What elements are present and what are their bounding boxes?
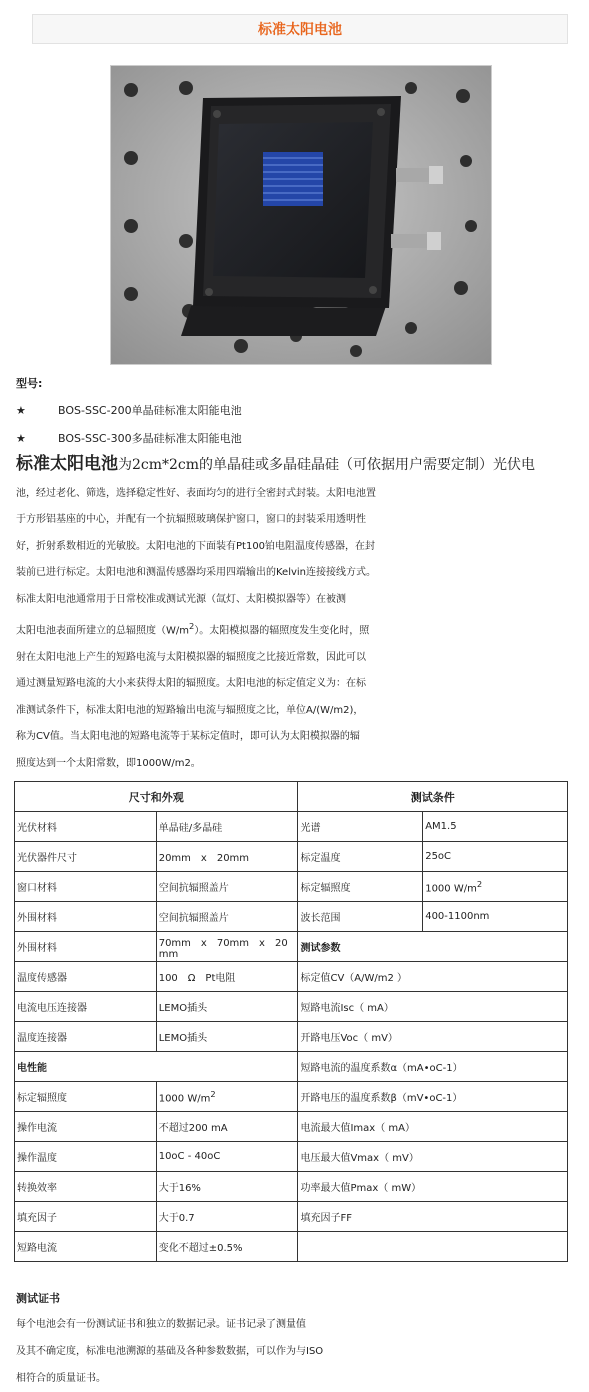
table-row xyxy=(15,782,568,812)
table-row: 短路电流 变化不超过±0.5% xyxy=(15,1232,568,1262)
table-row: 标定辐照度 1000 $W/m^2$ 开路电压的温度系数β（mV•oC-1） xyxy=(15,1082,568,1112)
title-bar xyxy=(32,14,568,44)
table-row: 电性能 短路电流的温度系数α（mA•oC-1） xyxy=(15,1052,568,1082)
table-row: 电流电压连接器 LEMO插头 短路电流Isc（ mA） xyxy=(15,992,568,1022)
table-row: 转换效率 大于16% 功率最大值Pmax（ mW） xyxy=(15,1172,568,1202)
model-item: ★ BOS-SSC-300多晶硅标准太阳能电池 xyxy=(16,432,242,445)
star-icon: ★ xyxy=(16,432,26,445)
table-row: 温度传感器 100 Ω Pt电阻 标定值CV（A/W/m2 ） xyxy=(15,962,568,992)
table-row: 光伏材料 单晶硅/多晶硅 光谱 AM1.5 xyxy=(15,812,568,842)
cert-paragraph: 每个电池会有一份测试证书和独立的数据记录。证书记录了测量值 及其不确定度，标准电池溯源的基础及各种参数数据，可以作为与ISO 相符合的质量证书。 xyxy=(16,1319,324,1384)
table-header-right: 测试条件 xyxy=(298,782,568,812)
product-photo xyxy=(110,65,492,365)
table-row: 外围材料 70mm x 70mm x 20 mm 测试参数 xyxy=(15,932,568,962)
star-icon: ★ xyxy=(16,404,26,417)
table-row: 外围材料 空间抗辐照盖片 波长范围 400-1100nm xyxy=(15,902,568,932)
table-row: 窗口材料 空间抗辐照盖片 标定辐照度 1000 $W/m^2$ xyxy=(15,872,568,902)
table-row: 光伏器件尺寸 20mm x 20mm 标定温度 25oC xyxy=(15,842,568,872)
table-row: 操作电流 不超过200 mA 电流最大值Imax（ mA） xyxy=(15,1112,568,1142)
table-row: 填充因子 大于0.7 填充因子FF xyxy=(15,1202,568,1232)
page-title: 标准太阳电池 xyxy=(258,22,342,38)
test-params-heading: 测试参数 xyxy=(298,932,568,962)
spec-table xyxy=(14,781,568,1262)
table-row: 操作温度 10oC - 40oC 电压最大值Vmax（ mV） xyxy=(15,1142,568,1172)
electrical-heading: 电性能 xyxy=(15,1052,298,1082)
model-label: 型号: xyxy=(16,377,43,390)
cert-title: 测试证书 xyxy=(16,1292,60,1305)
model-item: ★ BOS-SSC-200单晶硅标准太阳能电池 xyxy=(16,404,242,417)
table-row: 温度连接器 LEMO插头 开路电压Voc（ mV） xyxy=(15,1022,568,1052)
table-header-left: 尺寸和外观 xyxy=(15,782,298,812)
intro-paragraph: 标准太阳电池为2cm*2cm的单晶硅或多晶硅晶硅（可依据用户需要定制）光伏电 池，经过老化、筛选，选择稳定性好、表面均匀的进行全密封式封装。太阳电池置 于方形铝基座的中心，并配有一个抗辐照玻璃保护窗口，窗口的封装采用透明性 好，折射系数相近的光敏胶。太阳电池的下面装有Pt100铂电阻温度传感器，在封 装前已进行标定。太阳电池和测温传感器均采用四端输出的Kelvin连接接线方式。 标准太阳电池通常用于日常校准或测试光源（氙灯、太阳模拟器等）在被测 太阳电池表面所建立的总辐照度$(W/m^2)$。太阳模拟器的辐照度发生变化时，照 射在太阳电池上产生的短路电流与太阳模拟器的辐照度之比接近常数，因此可以 通过测量短路电流的大小来获得太阳的辐照度。太阳电池的标定值定义为：在标 准测试条件下，标准太阳电池的短路输出电流与辐照度之比，单位A/(W/m2)， 称为CV值。当太阳电池的短路电流等于某标定值时，即可认为太阳模拟器的辐 照度达到一个太阳常数，即1000W/m2。 xyxy=(16,454,536,769)
